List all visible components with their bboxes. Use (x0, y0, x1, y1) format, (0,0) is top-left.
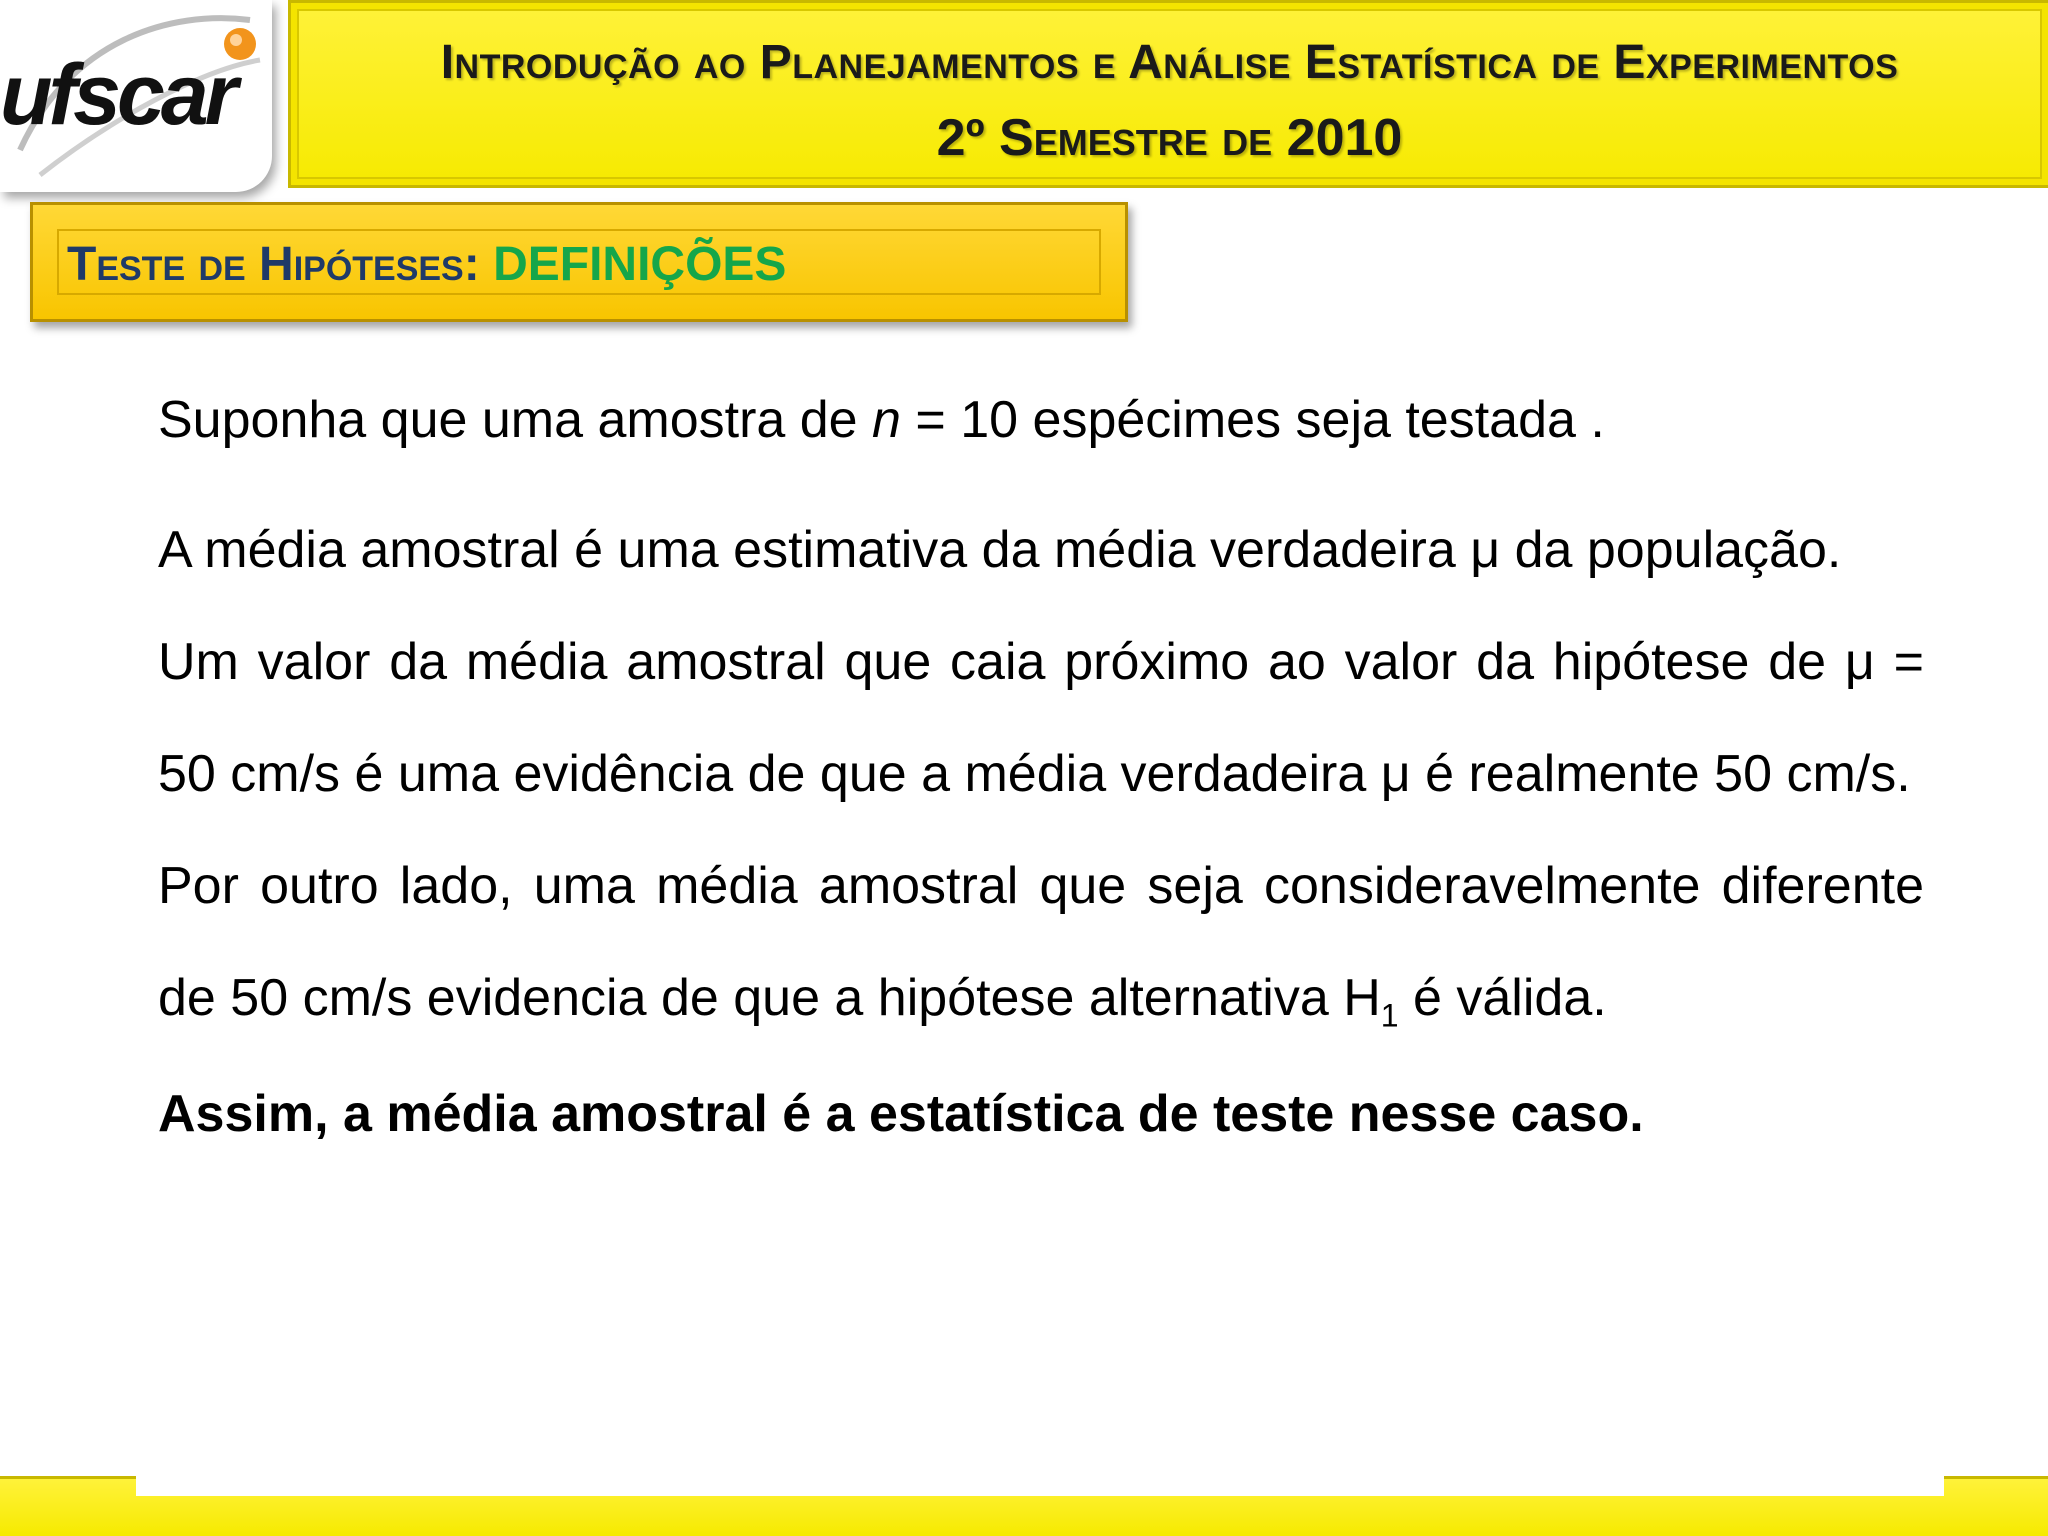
p4-subscript: 1 (1380, 997, 1399, 1034)
paragraph-close-value: Um valor da média amostral que caia próximo ao valor da hipótese de μ = 50 cm/s é uma evidência de que a média verdadeira μ é realmente 50 cm/s. (158, 633, 1924, 803)
section-title (67, 239, 786, 292)
p1-variable-n: n (872, 391, 901, 449)
header-banner (288, 0, 2048, 188)
paragraph-sample-size (158, 382, 1924, 458)
paragraph-sample-mean: A média amostral é uma estimativa da média verdadeira μ da população. (158, 521, 1842, 579)
semester-subtitle: 2º Semestre de 2010 (936, 109, 1403, 167)
logo-wordmark: ufscar (0, 47, 235, 143)
paragraph-conclusion: Assim, a média amostral é a estatística de teste nesse caso. (158, 1085, 1644, 1143)
p1-text-after: = 10 espécimes seja testada . (915, 391, 1605, 449)
paragraph-different-value (158, 830, 1924, 1054)
p1-text-before: Suponha que uma amostra de (158, 391, 858, 449)
course-title: Introdução ao Planejamentos e Análise Estatística de Experimentos (440, 36, 1899, 89)
footer-notch (136, 1468, 1944, 1496)
section-label-box (30, 202, 1128, 322)
p4-text-after: é válida. (1413, 969, 1607, 1027)
p4-text-before: Por outro lado, uma média amostral que seja consideravelmente diferente de 50 cm/s evidencia de que a hipótese alternativa H (158, 857, 1924, 1027)
section-title-topic: Teste de Hipóteses: (67, 238, 480, 291)
slide-body (158, 382, 1924, 1152)
section-title-subtopic: DEFINIÇÕES (493, 238, 787, 291)
ufscar-logo (0, 0, 272, 192)
